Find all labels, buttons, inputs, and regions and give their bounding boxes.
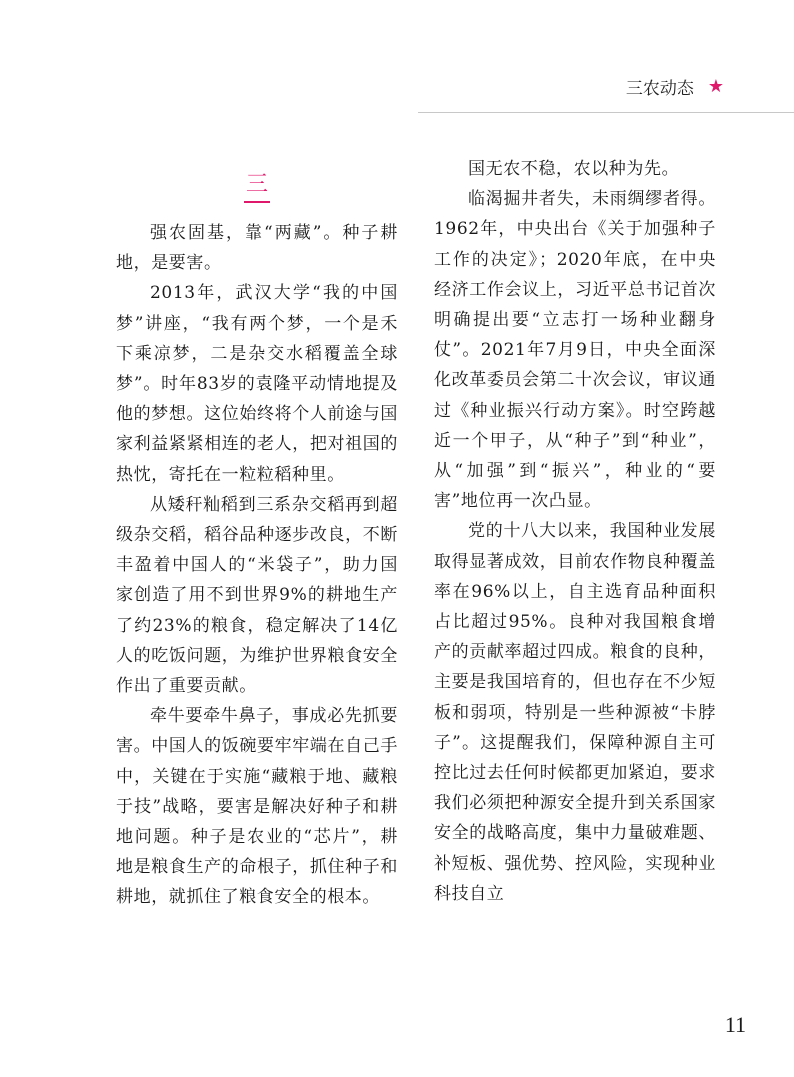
section-number-heading xyxy=(116,170,398,203)
header-section-label: 三农动态 xyxy=(625,79,694,99)
paragraph: 国无农不稳，农以种为先。 xyxy=(468,159,680,179)
paragraph: 牵牛要牵牛鼻子，事成必先抓要害。中国人的饭碗要牢牢端在自己手中，关键在于实施“藏粮于地、藏粮于技”战略，要害是解决好种子和耕地问题。种子是农业的“芯片”，耕地是粮食生产的命根子，抓住种子和耕地，就抓住了粮食安全的根本。 xyxy=(116,706,398,908)
paragraph: 2013年，武汉大学“我的中国梦”讲座，“我有两个梦，一个是禾下乘凉梦，二是杂交水稻覆盖全球梦”。时年83岁的袁隆平动情地提及他的梦想。这位始终将个人前途与国家利益紧紧相连的老人，把对祖国的热忱，寄托在一粒粒稻种里。 xyxy=(116,283,398,485)
paragraph: 党的十八大以来，我国种业发展取得显著成效，目前农作物良种覆盖率在96%以上，自主选育品种面积占比超过95%。良种对我国粮食增产的贡献率超过四成。粮食的良种，主要是我国培育的，但也存在不少短板和弱项，特别是一些种源被“卡脖子”。这提醒我们，保障种源自主可控比过去任何时候都更加紧迫，要求我们必须把种源安全提升到关系国家安全的战略高度，集中力量破难题、补短板、强优势、控风险，实现种业科技自立 xyxy=(434,521,716,904)
star-icon: ★ xyxy=(707,76,724,97)
header-rule xyxy=(418,112,794,113)
page-number: 11 xyxy=(724,1012,746,1037)
section-number: 三 xyxy=(244,170,270,203)
running-header xyxy=(626,74,724,99)
left-column xyxy=(116,218,398,913)
right-column xyxy=(434,154,716,909)
paragraph: 从矮秆籼稻到三系杂交稻再到超级杂交稻，稻谷品种逐步改良，不断丰盈着中国人的“米袋子”，助力国家创造了用不到世界9%的耕地生产了约23%的粮食，稳定解决了14亿人的吃饭问题，为维护世界粮食安全作出了重要贡献。 xyxy=(116,494,398,697)
paragraph: 强农固基，靠“两藏”。种子耕地，是要害。 xyxy=(116,223,398,274)
paragraph: 临渴掘井者失，未雨绸缪者得。1962年，中央出台《关于加强种子工作的决定》；2020年底，在中央经济工作会议上，习近平总书记首次明确提出要“立志打一场种业翻身仗”。2021年7月9日，中央全面深化改革委员会第二十次会议，审议通过《种业振兴行动方案》。时空跨越近一个甲子，从“种子”到“种业”，从“加强”到“振兴”，种业的“要害”地位再一次凸显。 xyxy=(434,189,716,512)
